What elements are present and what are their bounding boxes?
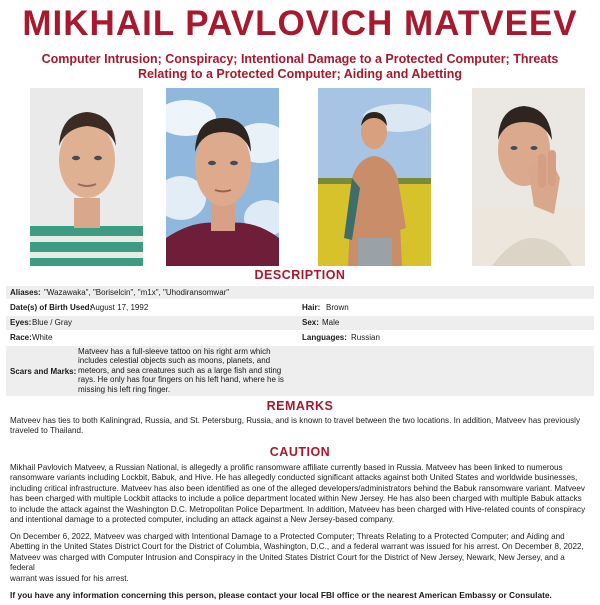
caution-line: and intentional damage to a protected computer, including an attack against a New Jersey-based company. [10,515,395,525]
scars-row [6,346,594,396]
aliases-label: Aliases: [10,288,41,297]
caution-line: has been charged with multiple Lockbit attacks to include a police department located within New Jersey. He has also been charged with multiple Babuk attacks [10,494,582,504]
caution-paragraph-1 [10,463,590,525]
caution-paragraph-2 [10,532,590,584]
description-heading: DESCRIPTION [254,268,346,282]
caution-line: Abetting in the United States District Court for the District of Columbia, Washington, D.C., and a federal warrant was issued for his arrest. On December 8, 2022, [10,542,584,552]
dob-label: Date(s) of Birth Used: [10,303,93,312]
suspect-photo-2 [166,88,279,266]
race-label: Race: [10,333,32,342]
dob-value: August 17, 1992 [90,303,149,312]
remarks-heading: REMARKS [266,399,334,413]
contact-footer: If you have any information concerning this person, please contact your local FBI office or the nearest American Embassy or Consulate. [10,590,552,600]
aliases-row [6,286,594,299]
languages-value: Russian [351,333,380,342]
scars-line: rays. He only has four fingers on his left hand, where he is [78,375,284,385]
caution-line: On December 6, 2022, Matveev was charged with Intentional Damage to a Protected Computer; Threats Relating to a Protected Computer; and Aiding and [10,532,565,541]
caution-line: Mikhail Pavlovich Matveev, a Russian National, is allegedly a prolific ransomware affiliate currently based in Russia. Matveev has been linked to numerous [10,463,563,472]
scars-label: Scars and Marks: [10,367,77,376]
caution-line: warrant was issued for his arrest. [10,573,129,583]
suspect-photo-4 [472,88,585,266]
caution-line: Matveev was charged with Computer Intrusion and Conspiracy in the United States District Court for the District of New Jersey, Newark, New Jersey, and a federal [10,552,565,573]
eyes-row [6,316,594,330]
aliases-value: "Wazawaka", "Boriselcin", "m1x", "Uhodiransomwar" [44,288,230,297]
caution-line: including critical infrastructure. Matveev has also been identified as one of the alleged developers/administrators behind the Babuk ransomware variant. Matveev [10,483,585,493]
race-row [6,331,594,345]
suspect-photo-3 [318,88,431,266]
hair-label: Hair: [302,303,321,312]
suspect-photo-1 [30,88,143,266]
scars-line: missing his left ring finger. [78,384,171,394]
wanted-name-title: MIKHAIL PAVLOVICH MATVEEV [22,4,578,43]
remarks-text [10,416,590,437]
dob-row [6,301,594,315]
scars-value [78,347,284,394]
hair-value: Brown [326,303,349,312]
remarks-line: traveled to Thailand. [10,426,84,436]
caution-line: to include the attack against the Washington D.C. Metropolitan Police Department. In addition, Matveev has been charged with Hive-related counts of conspiracy [10,504,586,514]
sex-value: Male [322,318,340,327]
eyes-value: Blue / Gray [32,318,73,327]
charges-subtitle: Computer Intrusion; Conspiracy; Intentional Damage to a Protected Computer; Threats Relating to a Protected Computer; Aiding and Abetting [41,52,559,81]
caution-line: ransomware variants including Lockbit, Babuk, and Hive. He has allegedly conducted significant attacks against both United States and worldwide businesses, [10,473,578,483]
languages-label: Languages: [302,333,347,342]
scars-line: Matveev has a full-sleeve tattoo on his right arm which [78,347,271,356]
scars-line: meteors, and sea creatures such as a large fish and sting [78,365,282,375]
race-value: White [32,333,53,342]
eyes-label: Eyes: [10,318,32,327]
remarks-line: Matveev has ties to both Kaliningrad, Russia, and St. Petersburg, Russia, and is known to travel between the two locations. In addition, Matveev has previously [10,416,581,425]
scars-line: includes celestial objects such as moons, planets, and [78,356,271,366]
caution-heading: CAUTION [269,445,331,459]
sex-label: Sex: [302,318,319,327]
